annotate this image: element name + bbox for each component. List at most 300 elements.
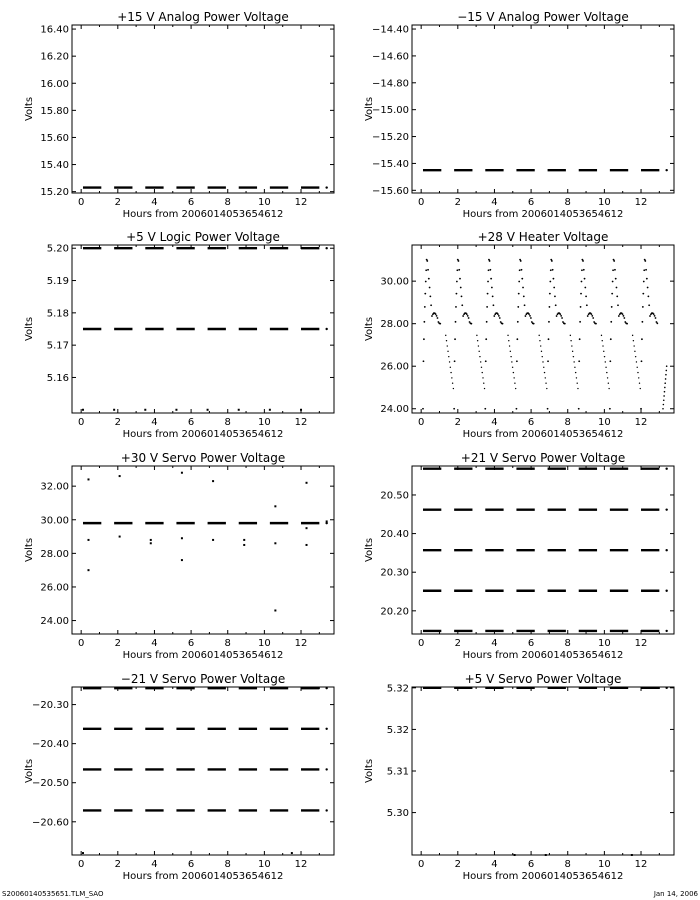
data-point — [517, 306, 519, 308]
data-point — [478, 345, 479, 346]
x-tick-label: 0 — [417, 638, 425, 649]
data-point — [663, 395, 665, 397]
series-1 — [83, 522, 328, 524]
data-point — [573, 361, 574, 362]
data-point — [662, 408, 664, 410]
chart-panel-1 — [24, 10, 334, 220]
data-point — [665, 630, 667, 632]
data-point — [325, 809, 327, 811]
data-point — [492, 295, 494, 297]
x-axis-label: Hours from 2006014053654612 — [462, 209, 624, 220]
data-point — [539, 340, 540, 341]
data-point — [626, 323, 628, 325]
data-point — [632, 335, 633, 336]
data-point — [607, 377, 608, 378]
data-point — [640, 408, 642, 410]
data-point — [579, 321, 581, 323]
data-point — [481, 367, 482, 368]
data-point — [274, 505, 276, 507]
data-point — [482, 377, 483, 378]
data-point — [655, 317, 657, 319]
data-point — [604, 356, 605, 357]
data-point — [82, 852, 84, 854]
data-point — [453, 408, 455, 410]
y-tick-label: −15.00 — [371, 105, 409, 117]
x-tick-label: 0 — [417, 859, 425, 870]
y-axis-label: Volts — [24, 316, 35, 342]
series-2 — [82, 409, 302, 411]
x-axis-label: Hours from 2006014053654612 — [462, 429, 624, 440]
data-point — [450, 372, 451, 373]
data-point — [449, 361, 450, 362]
data-point — [552, 269, 554, 271]
data-point — [207, 409, 209, 411]
series-1 — [83, 687, 328, 812]
data-point — [489, 260, 491, 262]
data-point — [423, 360, 425, 362]
x-tick-label: 8 — [224, 197, 231, 208]
data-point — [453, 388, 454, 389]
data-point — [653, 313, 655, 315]
y-axis-label: Volts — [364, 758, 375, 784]
y-tick-label: 20.40 — [380, 529, 409, 541]
y-tick-label: −20.30 — [31, 700, 69, 712]
data-point — [516, 338, 518, 340]
data-point — [637, 372, 638, 373]
data-point — [580, 306, 582, 308]
data-point — [450, 367, 451, 368]
data-point — [144, 409, 146, 411]
data-point — [633, 340, 634, 341]
y-tick-label: 32.00 — [40, 481, 69, 493]
y-tick-label: 20.50 — [380, 490, 409, 502]
data-point — [524, 304, 526, 306]
chart-title: +5 V Logic Power Voltage — [126, 230, 280, 244]
data-point — [573, 356, 574, 357]
data-point — [274, 542, 276, 544]
y-tick-label: 20.30 — [380, 567, 409, 579]
data-point — [430, 304, 432, 306]
data-point — [423, 321, 425, 323]
data-point — [647, 287, 649, 289]
data-point — [175, 409, 177, 411]
data-point — [456, 281, 458, 283]
data-point — [592, 317, 594, 319]
data-point — [529, 315, 531, 317]
data-point — [423, 338, 425, 340]
data-point — [581, 269, 583, 271]
data-point — [574, 367, 575, 368]
y-tick-label: 28.00 — [40, 548, 69, 560]
plot-frame — [412, 25, 674, 193]
plot-frame — [412, 466, 674, 634]
y-tick-label: 26.00 — [40, 582, 69, 594]
data-point — [513, 377, 514, 378]
x-tick-label: 6 — [187, 638, 195, 649]
y-tick-label: −20.50 — [31, 778, 69, 790]
data-point — [654, 315, 656, 317]
data-point — [478, 351, 479, 352]
x-tick-label: 8 — [564, 638, 571, 649]
data-point — [603, 351, 604, 352]
x-tick-label: 12 — [294, 859, 308, 870]
x-tick-label: 12 — [634, 638, 648, 649]
y-tick-label: −15.60 — [371, 185, 409, 197]
data-point — [560, 315, 562, 317]
chart-panel-6 — [364, 451, 674, 661]
data-point — [517, 321, 519, 323]
data-point — [462, 315, 464, 317]
plot-frame — [72, 245, 334, 413]
data-point — [581, 281, 583, 283]
data-point — [87, 478, 89, 480]
data-point — [325, 328, 327, 330]
data-point — [616, 295, 618, 297]
data-point — [460, 287, 462, 289]
data-point — [510, 356, 511, 357]
data-point — [547, 408, 549, 410]
data-point — [429, 287, 431, 289]
data-point — [547, 360, 549, 362]
chart-title: +15 V Analog Power Voltage — [117, 10, 289, 24]
data-point — [634, 351, 635, 352]
data-point — [425, 269, 427, 271]
y-tick-label: −14.60 — [371, 51, 409, 63]
data-point — [541, 351, 542, 352]
data-point — [633, 345, 634, 346]
data-point — [477, 340, 478, 341]
x-tick-label: 6 — [187, 417, 195, 428]
data-point — [559, 313, 561, 315]
data-point — [643, 281, 645, 283]
data-point — [602, 340, 603, 341]
x-tick-label: 2 — [454, 859, 461, 870]
y-tick-label: −14.40 — [371, 24, 409, 36]
x-tick-label: 6 — [187, 859, 195, 870]
data-point — [243, 544, 245, 546]
data-point — [325, 768, 327, 770]
y-tick-label: −20.60 — [31, 817, 69, 829]
data-point — [428, 278, 430, 280]
x-tick-label: 10 — [598, 859, 611, 870]
data-point — [530, 317, 532, 319]
x-tick-label: 4 — [491, 859, 498, 870]
data-point — [666, 370, 668, 372]
data-point — [238, 409, 240, 411]
plot-frame — [412, 687, 674, 855]
data-point — [639, 383, 640, 384]
data-point — [455, 306, 457, 308]
data-point — [452, 383, 453, 384]
data-point — [618, 315, 620, 317]
data-point — [325, 728, 327, 730]
data-point — [642, 293, 644, 295]
data-point — [635, 356, 636, 357]
x-tick-label: 2 — [114, 197, 121, 208]
chart-panel-5 — [24, 451, 334, 661]
x-axis-label: Hours from 2006014053654612 — [122, 209, 284, 220]
data-point — [665, 169, 667, 171]
x-tick-label: 0 — [417, 197, 425, 208]
x-tick-label: 10 — [598, 417, 611, 428]
y-tick-label: −20.40 — [31, 739, 69, 751]
data-point — [583, 269, 585, 271]
data-point — [608, 383, 609, 384]
x-tick-label: 12 — [294, 197, 308, 208]
data-point — [87, 569, 89, 571]
data-point — [545, 854, 547, 856]
x-tick-label: 4 — [491, 197, 498, 208]
data-point — [424, 293, 426, 295]
series-1 — [422, 259, 667, 410]
data-point — [119, 536, 121, 538]
data-point — [609, 408, 611, 410]
data-point — [664, 391, 666, 393]
data-point — [513, 372, 514, 373]
data-point — [644, 260, 646, 262]
y-tick-label: −15.20 — [371, 132, 409, 144]
y-tick-label: 24.00 — [40, 616, 69, 628]
data-point — [493, 304, 495, 306]
data-point — [555, 304, 557, 306]
data-point — [649, 315, 651, 317]
x-tick-label: 10 — [258, 197, 271, 208]
data-point — [546, 388, 547, 389]
x-tick-label: 2 — [114, 638, 121, 649]
x-tick-label: 8 — [224, 417, 231, 428]
data-point — [550, 269, 552, 271]
data-point — [512, 367, 513, 368]
y-tick-label: 5.16 — [46, 372, 69, 384]
data-point — [497, 313, 499, 315]
data-point — [542, 356, 543, 357]
data-point — [642, 306, 644, 308]
data-point — [570, 340, 571, 341]
data-point — [648, 304, 650, 306]
data-point — [269, 409, 271, 411]
data-point — [554, 295, 556, 297]
data-point — [326, 520, 328, 522]
data-point — [553, 278, 555, 280]
data-point — [584, 287, 586, 289]
data-point — [325, 186, 327, 188]
data-point — [579, 338, 581, 340]
data-point — [454, 360, 456, 362]
data-point — [461, 295, 463, 297]
data-point — [454, 338, 456, 340]
x-tick-label: 2 — [454, 197, 461, 208]
series-2 — [82, 852, 293, 854]
data-point — [427, 269, 429, 271]
data-point — [243, 539, 245, 541]
data-point — [584, 278, 586, 280]
data-point — [458, 260, 460, 262]
x-tick-label: 12 — [634, 197, 648, 208]
x-tick-label: 10 — [258, 417, 271, 428]
x-tick-label: 10 — [598, 638, 611, 649]
data-point — [451, 377, 452, 378]
data-point — [435, 313, 437, 315]
x-axis-label: Hours from 2006014053654612 — [462, 871, 624, 882]
data-point — [447, 345, 448, 346]
data-point — [491, 287, 493, 289]
data-point — [643, 269, 645, 271]
data-point — [612, 281, 614, 283]
data-point — [476, 335, 477, 336]
data-point — [516, 408, 518, 410]
y-tick-label: 5.32 — [386, 683, 409, 695]
x-tick-label: 6 — [527, 638, 535, 649]
y-tick-label: 15.40 — [40, 160, 69, 172]
data-point — [553, 287, 555, 289]
y-tick-label: 5.18 — [46, 308, 69, 320]
footer-filename: S20060140535651.TLM_SAO — [2, 890, 104, 898]
data-point — [509, 345, 510, 346]
data-point — [641, 321, 643, 323]
data-point — [543, 367, 544, 368]
data-point — [422, 408, 424, 410]
x-axis-label: Hours from 2006014053654612 — [122, 429, 284, 440]
data-point — [611, 306, 613, 308]
data-point — [613, 260, 615, 262]
data-point — [577, 388, 578, 389]
x-tick-label: 0 — [77, 197, 85, 208]
data-point — [609, 360, 611, 362]
y-tick-label: 5.20 — [46, 243, 69, 255]
y-axis-label: Volts — [24, 96, 35, 122]
data-point — [515, 388, 516, 389]
data-point — [622, 313, 624, 315]
data-point — [306, 527, 308, 529]
y-tick-label: −14.80 — [371, 78, 409, 90]
y-tick-label: 20.20 — [380, 606, 409, 618]
data-point — [549, 293, 551, 295]
x-tick-label: 2 — [454, 417, 461, 428]
data-point — [586, 304, 588, 306]
data-point — [212, 539, 214, 541]
data-point — [487, 281, 489, 283]
data-point — [521, 269, 523, 271]
data-point — [608, 388, 609, 389]
data-point — [578, 408, 580, 410]
y-axis-label: Volts — [364, 316, 375, 342]
data-point — [664, 382, 666, 384]
data-point — [119, 475, 121, 477]
data-point — [605, 361, 606, 362]
y-axis-label: Volts — [364, 537, 375, 563]
data-point — [595, 323, 597, 325]
data-point — [665, 687, 667, 689]
data-point — [665, 508, 667, 510]
data-point — [665, 549, 667, 551]
data-point — [181, 472, 183, 474]
x-axis-label: Hours from 2006014053654612 — [122, 650, 284, 661]
data-point — [641, 338, 643, 340]
chart-title: +21 V Servo Power Voltage — [460, 451, 626, 465]
data-point — [510, 351, 511, 352]
data-point — [612, 269, 614, 271]
data-point — [487, 293, 489, 295]
x-tick-label: 2 — [454, 638, 461, 649]
data-point — [518, 293, 520, 295]
data-point — [150, 542, 152, 544]
data-point — [638, 377, 639, 378]
data-point — [663, 404, 665, 406]
data-point — [150, 539, 152, 541]
data-point — [113, 409, 115, 411]
data-point — [615, 278, 617, 280]
x-tick-label: 8 — [224, 638, 231, 649]
chart-title: −15 V Analog Power Voltage — [457, 10, 629, 24]
data-point — [445, 335, 446, 336]
data-point — [456, 269, 458, 271]
data-point — [429, 295, 431, 297]
data-point — [325, 247, 327, 249]
y-axis-label: Volts — [24, 758, 35, 784]
data-point — [665, 374, 667, 376]
data-point — [564, 323, 566, 325]
x-tick-label: 4 — [151, 197, 158, 208]
chart-panel-2 — [364, 10, 674, 220]
data-point — [486, 306, 488, 308]
data-point — [461, 304, 463, 306]
data-point — [502, 323, 504, 325]
series-1 — [83, 247, 328, 330]
data-point — [516, 360, 518, 362]
x-tick-label: 0 — [77, 638, 85, 649]
data-point — [300, 409, 302, 411]
data-point — [548, 338, 550, 340]
x-tick-label: 8 — [224, 859, 231, 870]
data-point — [446, 340, 447, 341]
data-point — [470, 323, 472, 325]
data-point — [525, 315, 527, 317]
data-point — [665, 590, 667, 592]
chart-panel-7 — [24, 672, 334, 882]
y-tick-label: 30.00 — [40, 515, 69, 527]
chart-panel-4 — [364, 230, 674, 440]
data-point — [666, 365, 668, 367]
data-point — [664, 387, 666, 389]
y-tick-label: 16.40 — [40, 24, 69, 36]
data-point — [551, 260, 553, 262]
y-tick-label: 5.30 — [386, 808, 409, 820]
data-point — [458, 269, 460, 271]
y-tick-label: 5.17 — [46, 340, 69, 352]
data-point — [587, 315, 589, 317]
data-point — [291, 852, 293, 854]
y-tick-label: 26.00 — [380, 361, 409, 373]
data-point — [498, 315, 500, 317]
y-tick-label: 28.00 — [380, 319, 409, 331]
data-point — [490, 278, 492, 280]
x-tick-label: 4 — [151, 638, 158, 649]
data-point — [544, 372, 545, 373]
data-point — [468, 317, 470, 319]
data-point — [545, 383, 546, 384]
data-point — [636, 361, 637, 362]
data-point — [485, 360, 487, 362]
y-tick-label: 5.32 — [386, 724, 409, 736]
y-tick-label: 16.20 — [40, 51, 69, 63]
data-point — [572, 351, 573, 352]
data-point — [484, 388, 485, 389]
data-point — [591, 315, 593, 317]
data-point — [610, 338, 612, 340]
y-tick-label: 16.00 — [40, 78, 69, 90]
data-point — [484, 408, 486, 410]
data-point — [522, 287, 524, 289]
